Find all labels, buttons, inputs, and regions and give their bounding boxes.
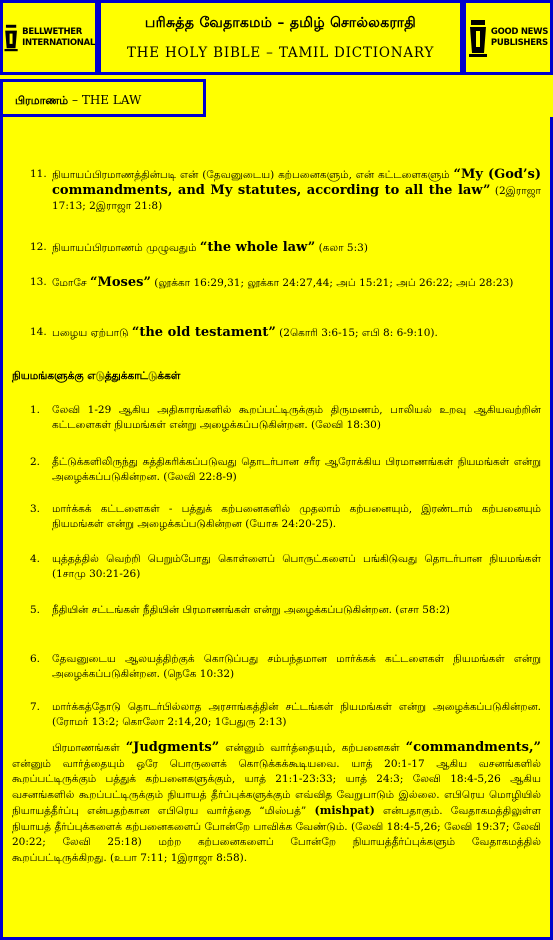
item-number: 6.: [30, 653, 41, 665]
item-number: 13.: [30, 276, 47, 288]
list-item: [30, 502, 541, 532]
item-number: 1.: [30, 404, 41, 416]
item-number: 12.: [30, 241, 47, 253]
item-text: தீட்டுக்களிலிருந்து சுத்திகரிக்கப்படுவது தொடர்பான சரீர ஆரோக்கிய பிரமாணங்கள் நியமங்கள் என்று அழைக்கப்படுகின்றன. (லேவி 22:8-9): [52, 456, 541, 483]
item-tamil: மோசே: [52, 277, 87, 289]
item-reference: (லூக்கா 16:29,31; லூக்கா 24:27,44; அப் 15:21; அப் 26:22; அப் 28:23): [154, 277, 514, 289]
bellwether-logo-box: [0, 0, 98, 75]
item-text: லேவி 1-29 ஆகிய அதிகாரங்களில் கூறப்பட்டிருக்கும் திருமணம், பாலியல் உறவு ஆகியவற்றின் கட்டளைகள் நியமங்கள் என்று அழைக்கப்படுகின்றன. (லேவி 18:30): [52, 404, 541, 431]
item-number: 14.: [30, 326, 47, 338]
bellwether-logo-icon: [3, 18, 19, 58]
page-title-tamil: பரிசுத்த வேதாகமம் – தமிழ் சொல்லகராதி: [144, 15, 417, 31]
item-text: யுத்தத்தில் வெற்றி பெறும்போது கொள்ளைப் பொருட்களைப் பங்கிடுவது தொடர்பான நியமங்கள் (1சாமு 30:21-26): [52, 553, 541, 580]
list-item: [30, 700, 541, 730]
item-tamil: நியாயப்பிரமாணம் முழுவதும்: [52, 242, 197, 254]
item-english: “the old testament”: [131, 325, 276, 340]
list-item: [30, 455, 541, 485]
item-text: நீதியின் சட்டங்கள் நீதியின் பிரமாணங்கள் என்று அழைக்கப்படுகின்றன. (எசா 58:2): [52, 604, 450, 616]
left-logo-line-1: BELLWETHER: [22, 26, 83, 37]
para-text: என்னும் வார்த்தையும், கற்பனைகள்: [225, 742, 400, 754]
item-reference: (கலா 5:3): [318, 242, 368, 254]
item-reference: (2கொரி 3:6-15; எபி 8: 6-9:10).: [279, 327, 438, 339]
para-english: “Judgments”: [125, 740, 220, 755]
item-reference: (2இராஜா 17:13; 2இராஜா 21:8): [52, 185, 541, 212]
para-text: என்னும் வார்த்தையும் ஒரே பொருளைக் கொடுக்கக்கூடியவை. யாத் 20:1-17 ஆகிய வசனங்களில் கூறப்பட்டிருக்கும் பத்துக் கற்பனைகளுக்கும், யாத் 21:1-23:33; யாத் 24:3; லேவி 18:4-5,26 ஆகிய வசனங்களில் கூறப்பட்டிருக்கும் நியாயத் தீர்ப்புக்களுக்கும் எவ்வித வேறுபாடும் இல்லை. எபிரெய மொழியில் நியாயத்தீர்ப்பு என்பதற்கான எபிரெய வார்த்தை “மிஸ்பத்”: [12, 757, 541, 817]
right-logo-line-2: PUBLISHERS: [490, 37, 548, 48]
right-logo-line-1: GOOD NEWS: [490, 26, 549, 37]
para-english: (mishpat): [314, 804, 375, 817]
item-text: மார்க்கக் கட்டளைகள் - பத்துக் கற்பனைகளில் முதலாம் கற்பனையும், இரண்டாம் கற்பனையும் நியமங்கள் என்று அழைக்கப்படுகின்றன (யோசு 24:20-25).: [52, 503, 541, 530]
item-number: 3.: [30, 503, 41, 515]
item-number: 7.: [30, 701, 41, 713]
item-english: “Moses”: [90, 275, 151, 290]
list-item: [30, 167, 541, 214]
good-news-logo-icon: [468, 18, 488, 58]
para-text: என்பதாகும். வேதாகமத்திலுள்ள நியாயத் தீர்ப்புக்களைக் கற்பனைகளைப் போன்றே பாவிக்க வேண்டும். (லேவி 18:4-5,26; லேவி 19:37; லேவி 20:22; லேவி 25:18) மற்ற கற்பனைகளைப் போன்றே நியாயத்தீர்ப்புக்களும் வேதாகமத்தில் கூறப்பட்டிருக்கிறது. (உபா 7:11; 1இராஜா 8:58).: [12, 805, 542, 864]
page-title-english: THE HOLY BIBLE – TAMIL DICTIONARY: [126, 45, 435, 61]
para-text: பிரமாணங்கள்: [52, 742, 120, 754]
item-number: 4.: [30, 553, 41, 565]
item-text: தேவனுடைய ஆலயத்திற்குக் கொடுப்பது சம்பந்தமான மார்க்கக் கட்டளைகள் நியமங்கள் என்று அழைக்கப்படுகின்றன. (நெகே 10:32): [52, 653, 541, 680]
item-number: 5.: [30, 604, 41, 616]
item-tamil: பழைய ஏற்பாடு: [52, 327, 129, 339]
list-item: [30, 652, 541, 682]
section-heading: [0, 79, 206, 117]
item-english: “My (God’s) commandments, and My statutes, according to all the law”: [52, 167, 541, 198]
title-box: [98, 0, 463, 75]
item-tamil: நியாயப்பிரமாணத்தின்படி என் (தேவனுடைய) கற்பனைகளும், என் கட்டளைகளும்: [52, 169, 450, 181]
list-item: [30, 325, 541, 341]
list-item: [30, 240, 541, 256]
section-title-tamil: பிரமாணம்: [15, 94, 69, 107]
list-item: [30, 603, 541, 618]
left-logo-line-2: INTERNATIONAL: [22, 37, 95, 48]
list-item: [30, 403, 541, 433]
list-item: [30, 552, 541, 582]
item-number: 2.: [30, 456, 41, 468]
good-news-logo-box: [463, 0, 553, 75]
item-text: மார்க்கத்தோடு தொடர்பில்லாத அரசாங்கத்தின் சட்டங்கள் நியமங்கள் என்று அழைக்கப்படுகின்றன. (ரோமர் 13:2; கொலோ 2:14,20; 1பேதுரு 2:13): [52, 701, 541, 728]
para-english: “commandments,”: [405, 740, 541, 755]
closing-paragraph: [12, 740, 541, 866]
item-english: “the whole law”: [199, 240, 316, 255]
examples-heading: நியமங்களுக்கு எடுத்துக்காட்டுக்கள்: [12, 370, 181, 382]
item-number: 11.: [30, 168, 47, 180]
section-title-english: – THE LAW: [72, 93, 142, 107]
list-item: [30, 275, 541, 291]
